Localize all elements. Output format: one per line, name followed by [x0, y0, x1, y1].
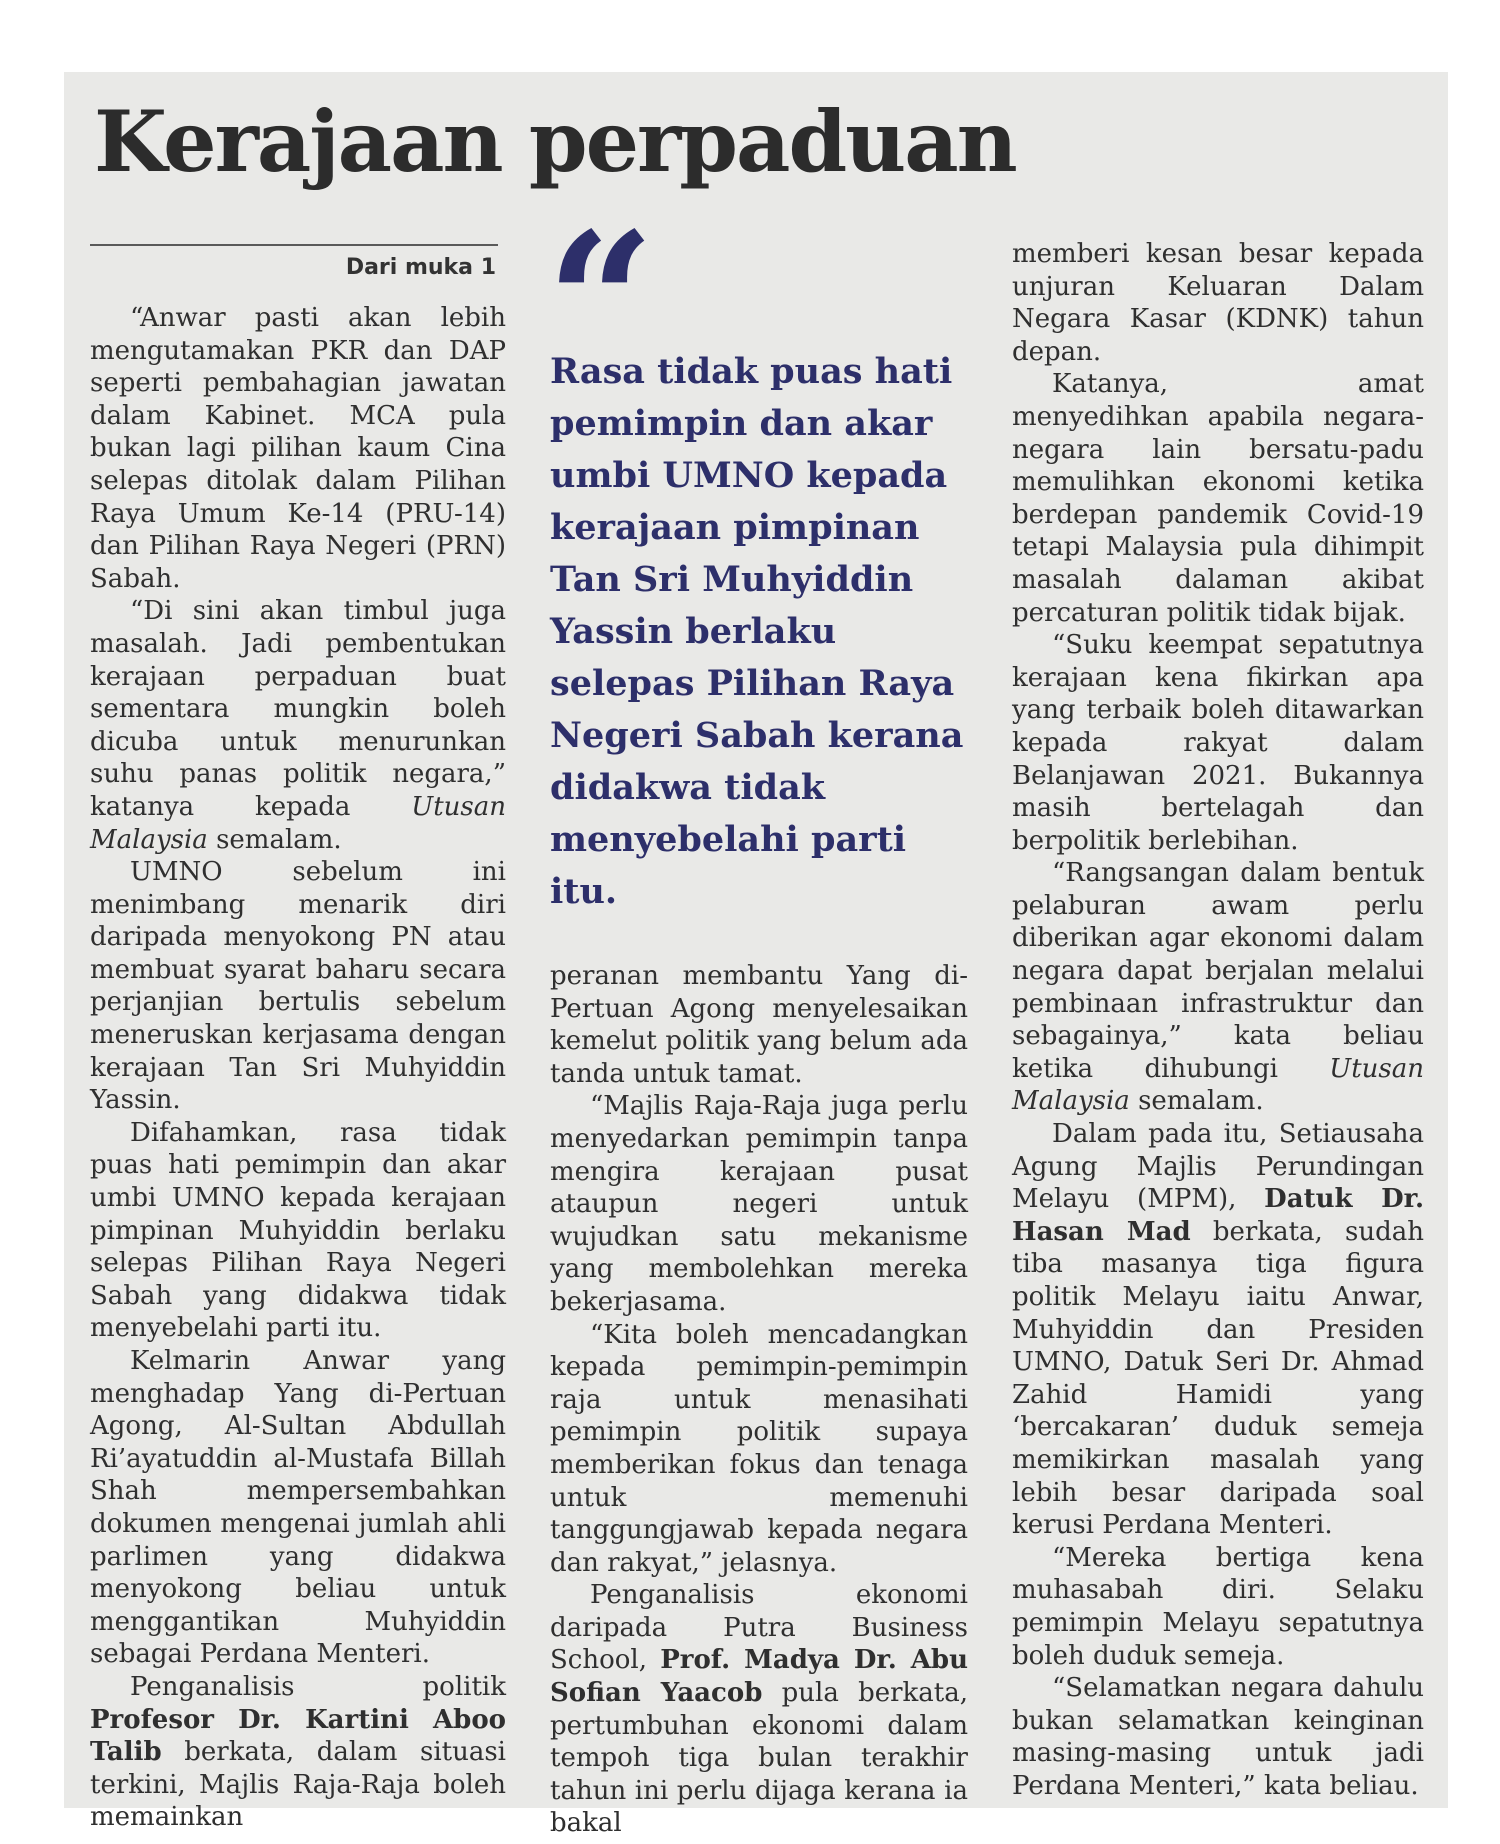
headline: Kerajaan perpaduan: [94, 92, 1016, 191]
paragraph: [90, 595, 506, 856]
paragraph-text: Penganalisis ekonomi daripada Putra Business School,: [550, 1580, 968, 1676]
paragraph-text: “Di sini akan timbul juga masalah. Jadi pembentukan kerajaan perpaduan buat sementara mungkin boleh dicuba untuk menurunkan suhu panas politik negara,” katanya kepada: [90, 596, 506, 822]
person-name: Datuk Dr. Hasan Mad: [1012, 1184, 1424, 1247]
paragraph: “Suku keempat sepatutnya kerajaan kena fikirkan apa yang terbaik boleh ditawarkan kepada rakyat dalam Belanjawan 2021. Bukannya masih bertelagah dan berpolitik berlebihan.: [1012, 630, 1424, 856]
paragraph: UMNO sebelum ini menimbang menarik diri daripada menyokong PN atau membuat syarat baharu secara perjanjian bertulis sebelum meneruskan kerjasama dengan kerajaan Tan Sri Muhyiddin Yassin.: [90, 857, 506, 1116]
article-column-2: [550, 960, 968, 1840]
paragraph: peranan membantu Yang di-Pertuan Agong menyelesaikan kemelut politik yang belum ada tanda untuk tamat.: [550, 961, 968, 1089]
paragraph: “Selamatkan negara dahulu bukan selamatkan keinginan masing-masing untuk jadi Perdana Menteri,” kata beliau.: [1012, 1673, 1424, 1801]
paragraph: [550, 1579, 968, 1840]
paragraph: Katanya, amat menyedihkan apabila negara-negara lain bersatu-padu memulihkan ekonomi ketika berdepan pandemik Covid-19 tetapi Malaysia pula dihimpit masalah dalaman akibat percaturan politik tidak bijak.: [1012, 369, 1424, 628]
publication-name: Utusan Malaysia: [90, 791, 506, 855]
newspaper-clipping: [64, 72, 1448, 1839]
paragraph-text: semalam.: [216, 824, 342, 855]
pull-quote: Rasa tidak puas hati pemimpin dan akar umbi UMNO kepada kerajaan pimpinan Tan Sri Muhyiddin Yassin berlaku selepas Pilihan Raya Negeri Sabah kerana didakwa tidak menyebelahi parti itu.: [550, 351, 964, 912]
paragraph-text: berkata, sudah tiba masanya tiga figura politik Melayu iaitu Anwar, Muhyiddin dan Presiden UMNO, Datuk Seri Dr. Ahmad Zahid Hamidi yang ‘bercakaran’ duduk semeja memikirkan masalah yang lebih besar daripada soal kerusi Perdana Menteri.: [1012, 1216, 1424, 1541]
paragraph: [1012, 1118, 1424, 1542]
paragraph-text: “Rangsangan dalam bentuk pelaburan awam perlu diberikan agar ekonomi dalam negara dapat berjalan melalui pembinaan infrastruktur dan sebagainya,” kata beliau ketika dihubungi: [1012, 858, 1424, 1084]
person-name: Prof. Madya Dr. Abu Sofian Yaacob: [550, 1645, 969, 1709]
paragraph-text: pula berkata, pertumbuhan ekonomi dalam tempoh tiga bulan terakhir tahun ini perlu dijaga kerana ia bakal: [550, 1678, 968, 1839]
paragraph-text: berkata, dalam situasi terkini, Majlis Raja-Raja boleh memainkan: [90, 1737, 507, 1833]
kicker: Dari muka 1: [345, 255, 496, 280]
person-name: Profesor Dr. Kartini Aboo Talib: [90, 1704, 506, 1768]
paragraph: Difahamkan, rasa tidak puas hati pemimpin dan akar umbi UMNO kepada kerajaan pimpinan Muhyiddin berlaku selepas Pilihan Raya Negeri Sabah yang didakwa tidak menyebelahi parti itu.: [90, 1117, 506, 1344]
article-column-1: [90, 302, 506, 1834]
paragraph: [1012, 857, 1424, 1118]
paragraph: “Mereka bertiga kena muhasabah diri. Selaku pemimpin Melayu sepatutnya boleh duduk semeja.: [1012, 1542, 1424, 1671]
publication-name: Utusan Malaysia: [1012, 1053, 1424, 1117]
paragraph: [90, 1671, 506, 1834]
paragraph: “Majlis Raja-Raja juga perlu menyedarkan pemimpin tanpa mengira kerajaan pusat ataupun negeri untuk wujudkan satu mekanisme yang membolehkan mereka bekerjasama.: [550, 1091, 968, 1317]
paragraph: “Anwar pasti akan lebih mengutamakan PKR dan DAP seperti pembahagian jawatan dalam Kabinet. MCA pula bukan lagi pilihan kaum Cina selepas ditolak dalam Pilihan Raya Umum Ke-14 (PRU-14) dan Pilihan Raya Negeri (PRN) Sabah.: [90, 303, 506, 594]
paragraph-text: semalam.: [1138, 1086, 1264, 1117]
paragraph-text: Dalam pada itu, Setiausaha Agung Majlis Perundingan Melayu (MPM),: [1012, 1119, 1424, 1215]
quote-mark-icon: “: [546, 191, 656, 414]
paragraph: Kelmarin Anwar yang menghadap Yang di-Pertuan Agong, Al-Sultan Abdullah Ri’ayatuddin al-Mustafa Billah Shah mempersembahkan dokumen mengenai jumlah ahli parlimen yang didakwa menyokong beliau untuk menggantikan Muhyiddin sebagai Perdana Menteri.: [90, 1346, 506, 1670]
paragraph-text: Penganalisis politik: [130, 1671, 506, 1702]
article-column-3: [1012, 238, 1424, 1803]
kicker-rule: [90, 244, 498, 246]
paragraph: “Kita boleh mencadangkan kepada pemimpin-pemimpin raja untuk menasihati pemimpin politik supaya memberikan fokus dan tenaga untuk memenuhi tanggungjawab kepada negara dan rakyat,” jelasnya.: [550, 1319, 968, 1578]
paragraph: memberi kesan besar kepada unjuran Keluaran Dalam Negara Kasar (KDNK) tahun depan.: [1012, 239, 1424, 367]
